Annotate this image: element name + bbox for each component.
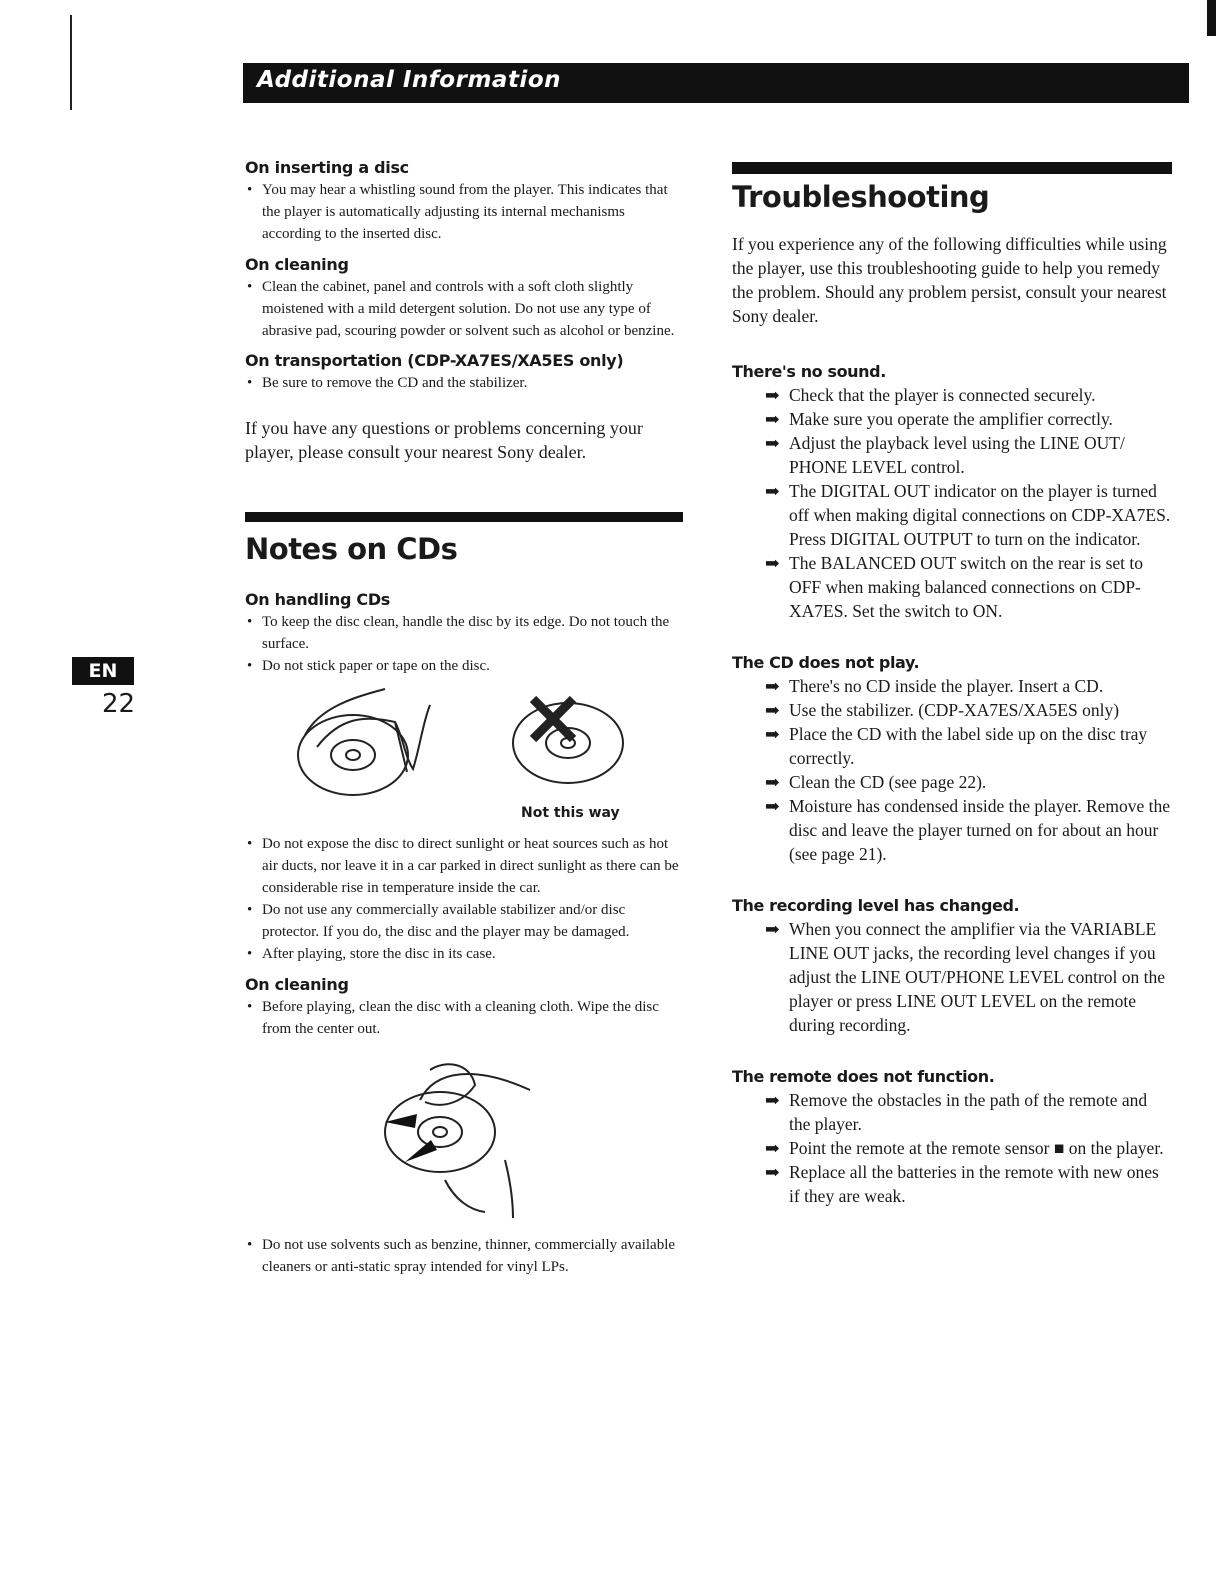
fix-item: ➡ The BALANCED OUT switch on the rear is set to OFF when making balanced connections on CDP-XA7ES. Set the switch to ON. <box>765 553 1143 621</box>
incorrect-handling-drawing <box>513 699 623 783</box>
wipe-direction-arrows <box>385 1114 437 1162</box>
notes-rule <box>245 512 683 522</box>
arrow-icon: ➡ <box>765 796 780 816</box>
fix-item: ➡ Point the remote at the remote sensor ■ on the player. <box>765 1138 1164 1158</box>
fix-list <box>732 674 1172 866</box>
arrow-icon: ➡ <box>765 1162 780 1182</box>
list-item: • Do not stick paper or tape on the disc. <box>245 655 683 677</box>
disc-handling-illustration <box>245 677 683 827</box>
fix-item: ➡ Check that the player is connected securely. <box>765 385 1096 405</box>
arrow-icon: ➡ <box>765 700 780 720</box>
arrow-icon: ➡ <box>765 919 780 939</box>
fix-item: ➡ Clean the CD (see page 22). <box>765 772 987 792</box>
fix-list <box>732 917 1172 1037</box>
handling-list-2 <box>245 833 683 965</box>
disc-cleaning-list <box>245 996 683 1040</box>
section-header-title: Additional Information <box>257 67 561 93</box>
disc-cleaning-illustration <box>245 1040 683 1230</box>
arrow-icon: ➡ <box>765 433 780 453</box>
problem-heading: There's no sound. <box>732 362 886 381</box>
problem-heading: The remote does not function. <box>732 1067 995 1086</box>
cleaning-illustration <box>245 1040 683 1230</box>
solvent-list <box>245 1234 683 1278</box>
not-this-way-caption: Not this way <box>521 805 620 821</box>
arrow-icon: ➡ <box>765 724 780 744</box>
problem-no-sound <box>732 362 1172 623</box>
disc-cleaning-heading: On cleaning <box>245 975 349 994</box>
margin-rule <box>70 15 72 110</box>
inserting-list <box>245 179 683 245</box>
contact-paragraph: If you have any questions or problems concerning your player, please consult your nearest Sony dealer. <box>245 418 643 462</box>
troubleshooting-intro: If you experience any of the following difficulties while using the player, use this troubleshooting guide to help you remedy the problem. Should any problem persist, consult your nearest Sony dealer. <box>732 234 1167 326</box>
arrow-icon: ➡ <box>765 676 780 696</box>
problem-remote <box>732 1067 1172 1208</box>
fix-item: ➡ The DIGITAL OUT indicator on the player is turned off when making digital connections on CDP-XA7ES. Press DIGITAL OUTPUT to turn on the indicator. <box>765 481 1171 549</box>
problem-recording-level <box>732 896 1172 1037</box>
fix-item: ➡ Moisture has condensed inside the player. Remove the disc and leave the player turned on for about an hour (see page 21). <box>765 796 1171 864</box>
cleaning-list <box>245 276 683 342</box>
corner-mark <box>1207 0 1216 36</box>
list-item: • Do not expose the disc to direct sunlight or heat sources such as hot air ducts, nor leave it in a car parked in direct sunlight as there can be considerable rise in temperature inside the car. <box>245 833 683 899</box>
list-item: • Clean the cabinet, panel and controls with a soft cloth slightly moistened with a mild detergent solution. Do not use any type of abrasive pad, scouring powder or solvent such as alcohol or benzine. <box>245 276 683 342</box>
arrow-icon: ➡ <box>765 481 780 501</box>
disc-wiping-drawing <box>385 1064 530 1218</box>
list-item: • You may hear a whistling sound from the player. This indicates that the player is automatically adjusting its internal mechanisms according to the inserted disc. <box>245 179 683 245</box>
list-item: • To keep the disc clean, handle the disc by its edge. Do not touch the surface. <box>245 611 683 655</box>
cleaning-heading: On cleaning <box>245 255 349 274</box>
arrow-icon: ➡ <box>765 553 780 573</box>
handling-heading: On handling CDs <box>245 590 391 609</box>
transportation-list <box>245 372 683 394</box>
list-item: • After playing, store the disc in its case. <box>245 943 683 965</box>
problem-cd-not-play <box>732 653 1172 866</box>
transportation-heading: On transportation (CDP-XA7ES/XA5ES only) <box>245 351 624 370</box>
fix-item: ➡ Use the stabilizer. (CDP-XA7ES/XA5ES only) <box>765 700 1120 720</box>
arrow-icon: ➡ <box>765 409 780 429</box>
fix-item: ➡ Replace all the batteries in the remote with new ones if they are weak. <box>765 1162 1159 1206</box>
fix-item: ➡ There's no CD inside the player. Insert a CD. <box>765 676 1104 696</box>
handling-illustration <box>245 677 683 827</box>
fix-item: ➡ Place the CD with the label side up on the disc tray correctly. <box>765 724 1148 768</box>
page-number: 22 <box>102 689 136 719</box>
arrow-icon: ➡ <box>765 385 780 405</box>
handling-list <box>245 611 683 677</box>
fix-item: ➡ When you connect the amplifier via the VARIABLE LINE OUT jacks, the recording level changes if you adjust the LINE OUT/PHONE LEVEL control on the player or press LINE OUT LEVEL on the remote during recording. <box>765 919 1166 1035</box>
arrow-icon: ➡ <box>765 772 780 792</box>
list-item: • Do not use any commercially available stabilizer and/or disc protector. If you do, the disc and the player may be damaged. <box>245 899 683 943</box>
correct-handling-drawing <box>298 689 430 795</box>
left-column <box>245 158 683 1278</box>
fix-list <box>732 383 1172 623</box>
troubleshooting-title: Troubleshooting <box>732 180 990 214</box>
arrow-icon: ➡ <box>765 1138 780 1158</box>
troubleshooting-rule <box>732 162 1172 174</box>
fix-list <box>732 1088 1172 1208</box>
problem-heading: The recording level has changed. <box>732 896 1020 915</box>
problem-heading: The CD does not play. <box>732 653 920 672</box>
section-header-bar <box>243 63 1189 103</box>
arrow-icon: ➡ <box>765 1090 780 1110</box>
list-item: • Before playing, clean the disc with a cleaning cloth. Wipe the disc from the center out. <box>245 996 683 1040</box>
language-tab: EN <box>72 657 134 685</box>
inserting-heading: On inserting a disc <box>245 158 409 177</box>
fix-item: ➡ Make sure you operate the amplifier correctly. <box>765 409 1113 429</box>
fix-item: ➡ Adjust the playback level using the LINE OUT/ PHONE LEVEL control. <box>765 433 1125 477</box>
list-item: • Be sure to remove the CD and the stabilizer. <box>245 372 683 394</box>
list-item: • Do not use solvents such as benzine, thinner, commercially available cleaners or anti-static spray intended for vinyl LPs. <box>245 1234 683 1278</box>
notes-title: Notes on CDs <box>245 532 458 566</box>
right-column <box>732 162 1172 1208</box>
fix-item: ➡ Remove the obstacles in the path of the remote and the player. <box>765 1090 1148 1134</box>
